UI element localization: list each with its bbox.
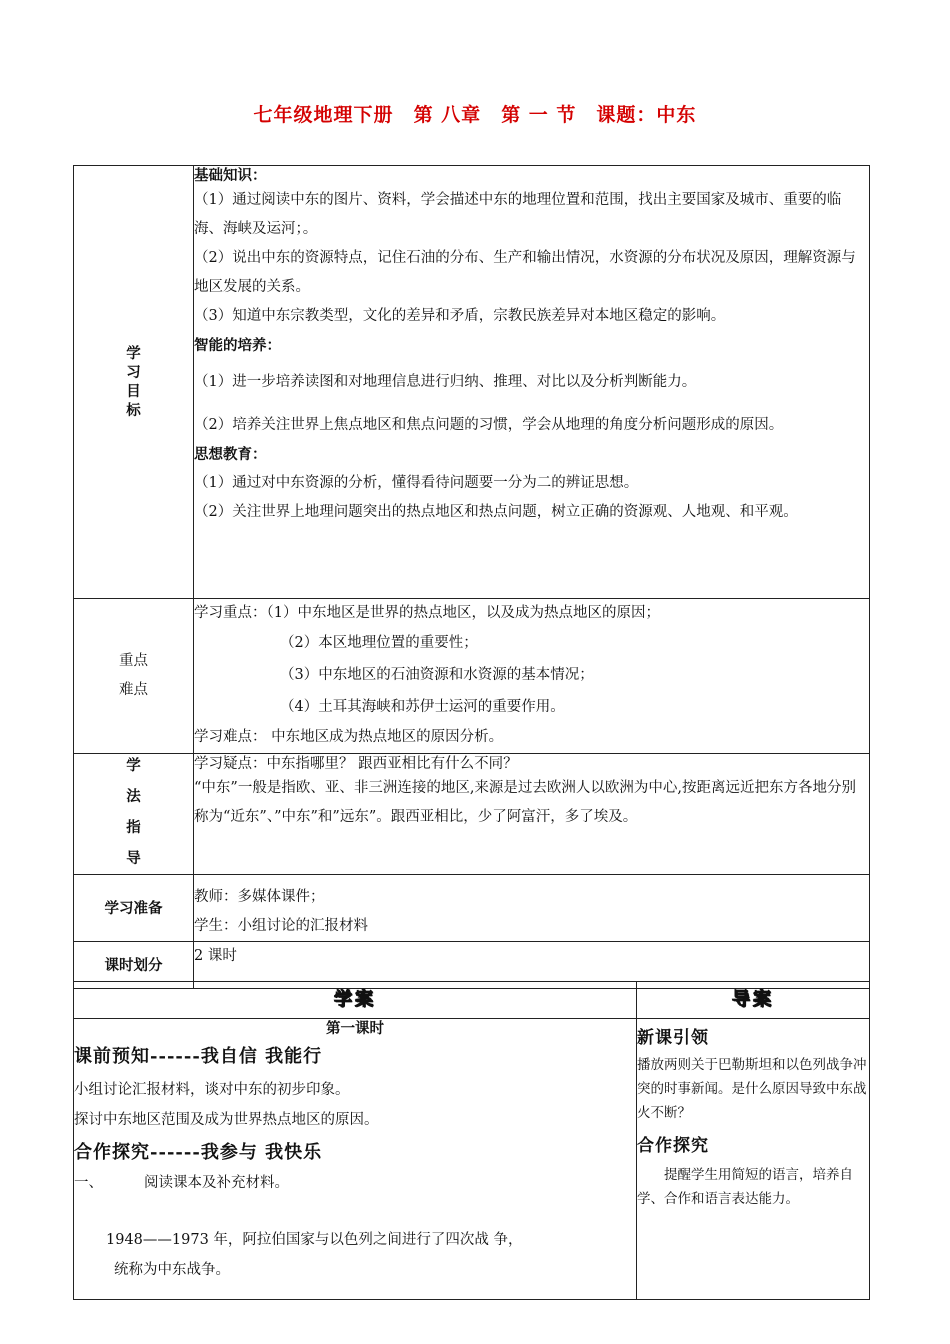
method-question: 学习疑点：中东指哪里？ 跟西亚相比有什么不同？: [194, 756, 518, 772]
guide-case-header: [637, 982, 870, 1019]
key-prefix: 学习重点：: [194, 605, 267, 621]
preview-item-1: 小组讨论汇报材料，谈对中东的初步印象。: [74, 1082, 350, 1098]
guide-coop-text: 提醒学生用简短的语言，培养自学、合作和语言表达能力。: [637, 1167, 853, 1207]
key-item-1: （1）中东地区是世界的热点地区，以及成为热点地区的原因；: [266, 605, 660, 621]
key-content: [194, 599, 870, 754]
basic-item-2: （2）说出中东的资源特点，记住石油的分布、生产和输出情况，水资源的分布状况及原因，理解资源与地区发展的关系。: [194, 250, 856, 295]
guide-case-title: 导案: [732, 988, 774, 1010]
prep-label: 学习准备: [74, 875, 194, 942]
method-label-3: 指: [126, 819, 141, 836]
key-item-3: （3）中东地区的石油资源和水资源的基本情况；: [280, 667, 594, 683]
goals-label: 学习目标: [126, 345, 141, 419]
intro-text: 播放两则关于巴勒斯坦和以色列战争冲突的时事新闻。是什么原因导致中东战火不断？: [637, 1057, 867, 1121]
basic-item-3: （3）知道中东宗教类型，文化的差异和矛盾，宗教民族差异对本地区稳定的影响。: [194, 308, 726, 324]
lesson-number: 第一课时: [326, 1020, 384, 1037]
key-item-2: （2）本区地理位置的重要性；: [280, 635, 478, 651]
intro-heading: 新课引领: [637, 1028, 709, 1048]
page-title: [0, 100, 950, 127]
case-table: [73, 981, 870, 1300]
method-label-cell: [74, 754, 194, 875]
goals-label-cell: [74, 166, 194, 599]
guide-case-content: [637, 1019, 870, 1300]
key-item-4: （4）土耳其海峡和苏伊士运河的重要作用。: [280, 699, 565, 715]
study-case-title: 学案: [334, 988, 376, 1010]
hours-value: 2 课时: [194, 942, 870, 989]
war-line-2: 统称为中东战争。: [114, 1262, 230, 1278]
method-label-2: 法: [126, 788, 141, 805]
study-case-header: [74, 982, 637, 1019]
prep-row: [74, 875, 870, 942]
method-label-1: 学: [126, 757, 141, 774]
key-label-line1: 重点: [119, 653, 148, 669]
method-answer: “中东”一般是指欧、亚、非三洲连接的地区,来源是过去欧洲人以欧洲为中心,按距离远近把东方各地分别称为“近东”、”中东”和”远东”。跟西亚相比，少了阿富汗，多了埃及。: [194, 780, 857, 825]
key-label-line2: 难点: [119, 682, 148, 698]
basic-heading: 基础知识：: [194, 167, 267, 184]
method-row: [74, 754, 870, 875]
lesson-plan-table: [73, 165, 870, 989]
case-header-row: [74, 982, 870, 1019]
coop-heading: 合作探究------我参与 我快乐: [74, 1142, 323, 1163]
preview-heading: 课前预知------我自信 我能行: [74, 1046, 323, 1067]
key-label-cell: [74, 599, 194, 754]
preview-item-2: 探讨中东地区范围及成为世界热点地区的原因。: [74, 1112, 379, 1128]
title-grade: 七年级地理下册: [253, 104, 394, 126]
study-case-content: [74, 1019, 637, 1300]
war-line-1: 1948——1973 年，阿拉伯国家与以色列之间进行了四次战 争，: [106, 1232, 523, 1248]
guide-coop-heading: 合作探究: [637, 1136, 709, 1156]
title-chapter: 第 八章: [413, 104, 482, 126]
key-row: [74, 599, 870, 754]
prep-content: [194, 875, 870, 942]
ability-item-1: （1）进一步培养读图和对地理信息进行归纳、推理、对比以及分析判断能力。: [194, 374, 697, 390]
thought-item-2: （2）关注世界上地理问题突出的热点地区和热点问题，树立正确的资源观、人地观、和平观。: [194, 504, 798, 520]
goals-content: [194, 166, 870, 599]
ability-item-2: （2）培养关注世界上焦点地区和焦点问题的习惯，学会从地理的角度分析问题形成的原因。: [194, 417, 784, 433]
hours-label: 课时划分: [74, 942, 194, 989]
method-label-4: 导: [126, 850, 141, 867]
prep-student: 学生：小组讨论的汇报材料: [194, 918, 368, 934]
coop-item-text: 阅读课本及补充材料。: [144, 1175, 289, 1191]
case-body-row: [74, 1019, 870, 1300]
method-content: [194, 754, 870, 875]
basic-item-1: （1）通过阅读中东的图片、资料，学会描述中东的地理位置和范围，找出主要国家及城市、重要的临海、海峡及运河；。: [194, 192, 842, 237]
prep-teacher: 教师：多媒体课件；: [194, 889, 325, 905]
goals-row: [74, 166, 870, 599]
title-topic: 课题：中东: [596, 104, 697, 126]
coop-item-no: 一、: [74, 1175, 103, 1191]
ability-heading: 智能的培养：: [194, 337, 281, 354]
title-section: 第 一 节: [501, 104, 577, 126]
thought-heading: 思想教育：: [194, 446, 267, 463]
thought-item-1: （1）通过对中东资源的分析，懂得看待问题要一分为二的辨证思想。: [194, 475, 639, 491]
difficult-point: 学习难点： 中东地区成为热点地区的原因分析。: [194, 729, 504, 745]
